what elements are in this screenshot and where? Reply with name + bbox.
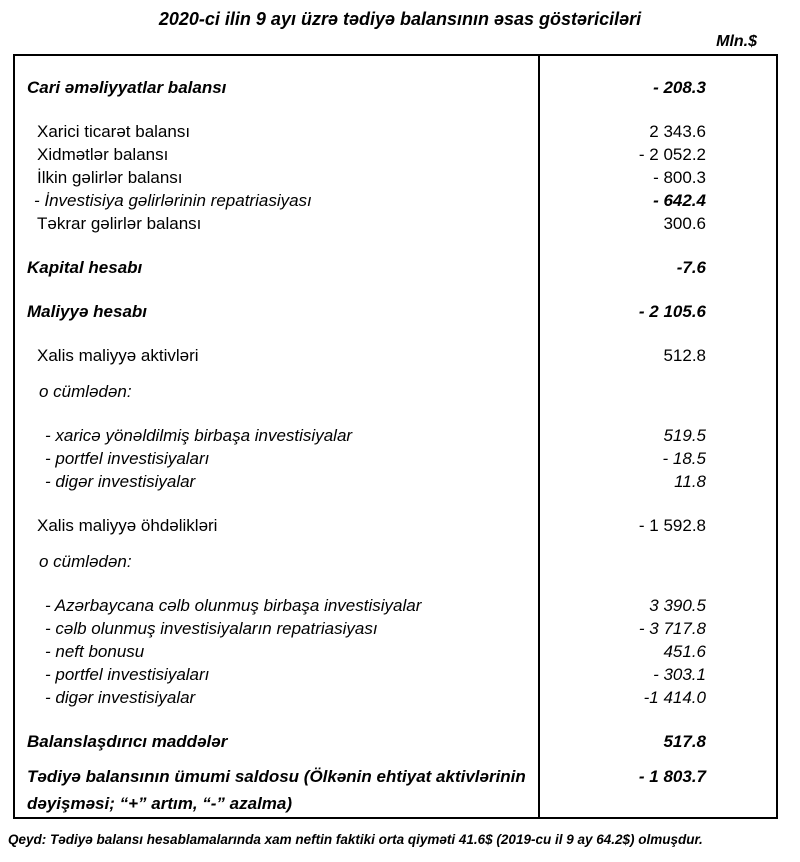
row-value: 517.8 — [663, 732, 706, 751]
table-row — [15, 120, 776, 143]
row-group — [15, 514, 776, 537]
row-group — [15, 300, 776, 323]
table-row — [15, 424, 776, 447]
table-row — [15, 763, 776, 817]
column-divider — [538, 54, 540, 819]
row-label: o cümlədən: — [39, 552, 132, 571]
row-group — [15, 76, 776, 99]
row-group — [15, 763, 776, 817]
row-value: - 800.3 — [653, 168, 706, 187]
unit-label: Mln.$ — [716, 33, 757, 50]
row-group — [15, 256, 776, 279]
row-value: - 2 052.2 — [638, 145, 706, 164]
table-row — [15, 617, 776, 640]
row-value: 11.8 — [674, 472, 706, 491]
row-label: Təkrar gəlirlər balansı — [37, 214, 202, 233]
table-row — [15, 380, 776, 403]
row-group — [15, 594, 776, 709]
table-row — [15, 256, 776, 279]
row-label: Kapital hesabı — [27, 258, 143, 277]
row-label: Xarici ticarət balansı — [37, 122, 191, 141]
table-body — [15, 76, 776, 817]
row-value: -1 414.0 — [643, 688, 706, 707]
row-value: 300.6 — [663, 214, 706, 233]
row-label: - neft bonusu — [45, 642, 145, 661]
row-value: - 208.3 — [653, 78, 706, 97]
table-row — [15, 640, 776, 663]
row-group — [15, 120, 776, 235]
table-row — [15, 447, 776, 470]
row-value: - 2 105.6 — [638, 302, 706, 321]
row-value: 2 343.6 — [649, 122, 706, 141]
row-label: İlkin gəlirlər balansı — [37, 168, 183, 187]
row-value: 451.6 — [663, 642, 706, 661]
row-label: Xalis maliyyə aktivləri — [37, 346, 199, 365]
table-row — [15, 166, 776, 189]
row-label: - digər investisiyalar — [45, 688, 196, 707]
row-label: - digər investisiyalar — [45, 472, 196, 491]
row-value: -7.6 — [676, 258, 706, 277]
row-label: - portfel investisiyaları — [45, 449, 210, 468]
table-row — [15, 730, 776, 753]
row-value: 519.5 — [663, 426, 706, 445]
row-group — [15, 730, 776, 753]
table-row — [15, 594, 776, 617]
table-row — [15, 550, 776, 573]
row-value: - 1 592.8 — [638, 516, 706, 535]
row-value: - 1 803.7 — [638, 767, 706, 786]
row-label: Xalis maliyyə öhdəlikləri — [37, 516, 218, 535]
row-label: Maliyyə hesabı — [27, 302, 148, 321]
row-label: Xidmətlər balansı — [37, 145, 169, 164]
table-row — [15, 514, 776, 537]
row-group — [15, 344, 776, 367]
table-row — [15, 470, 776, 493]
page-title: 2020-ci ilin 9 ayı üzrə tədiyə balansının əsas göstəriciləri — [158, 9, 642, 29]
table-row — [15, 686, 776, 709]
row-label: - cəlb olunmuş investisiyaların repatriasiyası — [45, 619, 378, 638]
row-group — [15, 550, 776, 573]
row-value: - 303.1 — [653, 665, 706, 684]
row-value: - 3 717.8 — [638, 619, 706, 638]
row-group — [15, 424, 776, 493]
table-row — [15, 143, 776, 166]
row-group — [15, 380, 776, 403]
row-value: 512.8 — [663, 346, 706, 365]
row-label: Cari əməliyyatlar balansı — [27, 78, 227, 97]
table-row — [15, 300, 776, 323]
row-value: - 18.5 — [662, 449, 706, 468]
table-row — [15, 663, 776, 686]
row-label: - portfel investisiyaları — [45, 665, 210, 684]
table-row — [15, 212, 776, 235]
row-label: Tədiyə balansının ümumi saldosu (Ölkənin ehtiyat aktivlərinin dəyişməsi; “+” artım, “-” azalma) — [27, 767, 526, 813]
row-label: - xaricə yönəldilmiş birbaşa investisiyalar — [45, 426, 353, 445]
row-label: o cümlədən: — [39, 382, 132, 401]
balance-of-payments-table — [13, 54, 778, 819]
row-label: - Azərbaycana cəlb olunmuş birbaşa investisiyalar — [45, 596, 422, 615]
row-label: - İnvestisiya gəlirlərinin repatriasiyası — [34, 191, 312, 210]
row-value: - 642.4 — [653, 191, 706, 210]
footnote: Qeyd: Tədiyə balansı hesablamalarında xam neftin faktiki orta qiyməti 41.6$ (2019-cu il 9 ay 64.2$) olmuşdur. — [8, 832, 703, 847]
table-row — [15, 76, 776, 99]
table-row — [15, 189, 776, 212]
table-row — [15, 344, 776, 367]
row-label: Balanslaşdırıcı maddələr — [27, 732, 228, 751]
row-value: 3 390.5 — [649, 596, 706, 615]
